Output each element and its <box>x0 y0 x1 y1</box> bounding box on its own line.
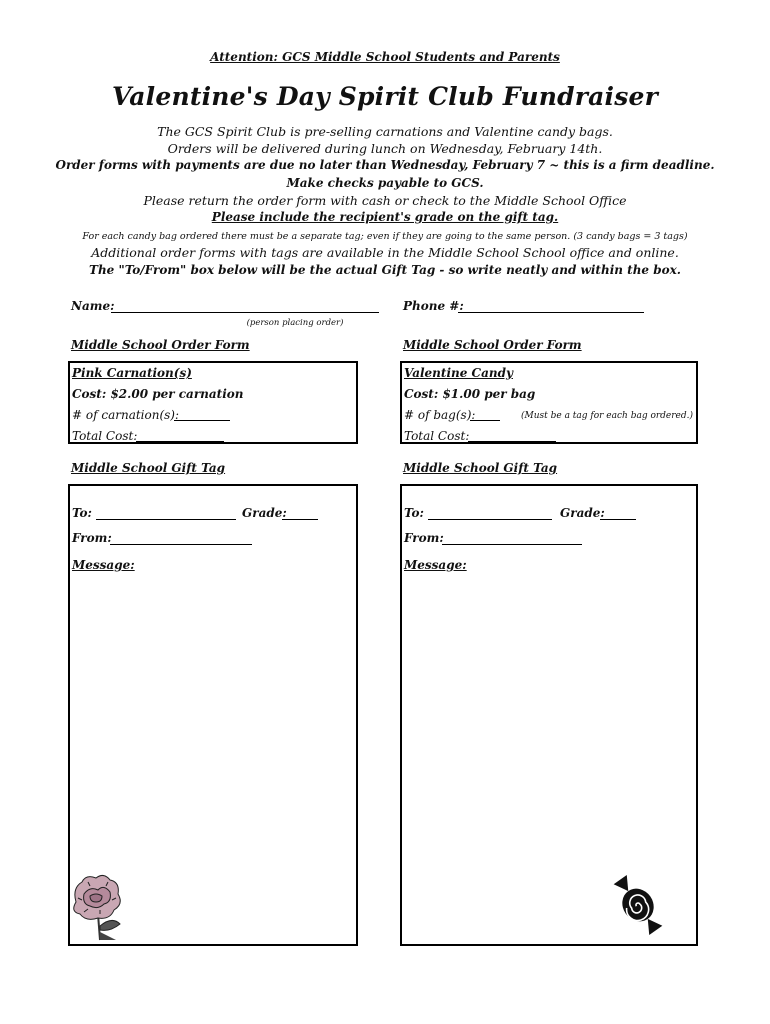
left-from-label: From: <box>72 531 112 545</box>
name-label: Name: <box>71 299 115 313</box>
right-to-field[interactable] <box>428 519 552 520</box>
carnation-total-field[interactable] <box>136 441 224 442</box>
checks-line: Make checks payable to GCS. <box>286 176 484 190</box>
carnation-flower-icon <box>70 874 126 942</box>
additional-forms-line: Additional order forms with tags are available in the Middle School School office and online. <box>91 245 679 260</box>
gift-tag-note-line: The "To/From" box below will be the actual Gift Tag - so write neatly and within the box. <box>89 263 681 277</box>
left-gift-tag-box <box>68 484 358 946</box>
left-grade-label: Grade: <box>242 506 287 520</box>
left-to-label: To: <box>72 506 92 520</box>
left-message-area[interactable] <box>72 578 354 868</box>
carnation-qty-label: # of carnation(s): <box>72 408 180 422</box>
left-from-field[interactable] <box>110 544 252 545</box>
phone-label: Phone #: <box>403 299 464 313</box>
carnation-qty-field[interactable] <box>174 420 230 421</box>
right-gift-tag-heading: Middle School Gift Tag <box>403 461 558 475</box>
left-gift-tag-heading: Middle School Gift Tag <box>71 461 226 475</box>
carnation-total-label: Total Cost: <box>72 429 138 443</box>
right-message-label: Message: <box>404 558 467 572</box>
right-order-heading: Middle School Order Form <box>403 338 582 352</box>
candy-total-label: Total Cost: <box>404 429 470 443</box>
left-grade-field[interactable] <box>282 519 318 520</box>
right-to-label: To: <box>404 506 424 520</box>
candy-total-field[interactable] <box>468 441 556 442</box>
candy-cost: Cost: $1.00 per bag <box>404 387 536 401</box>
carnation-order-box <box>68 361 358 444</box>
page-title: Valentine's Day Spirit Club Fundraiser <box>111 82 658 111</box>
right-from-field[interactable] <box>442 544 582 545</box>
return-line: Please return the order form with cash or check to the Middle School Office <box>143 193 627 208</box>
wrapped-candy-icon <box>610 870 666 940</box>
left-message-label: Message: <box>72 558 135 572</box>
tag-rule-line: For each candy bag ordered there must be a separate tag; even if they are going to the same person. (3 candy bags = 3 tags) <box>82 231 688 242</box>
right-grade-field[interactable] <box>600 519 636 520</box>
candy-order-box <box>400 361 698 444</box>
intro-line-2: Orders will be delivered during lunch on Wednesday, February 14th. <box>167 141 603 156</box>
carnation-item-title: Pink Carnation(s) <box>72 366 192 380</box>
deadline-line: Order forms with payments are due no later than Wednesday, February 7 ~ this is a firm deadline. <box>55 158 715 172</box>
candy-qty-field[interactable] <box>470 420 500 421</box>
attention-line: Attention: GCS Middle School Students and Parents <box>210 50 560 64</box>
left-order-heading: Middle School Order Form <box>71 338 250 352</box>
candy-qty-note: (Must be a tag for each bag ordered.) <box>521 411 694 421</box>
candy-item-title: Valentine Candy <box>404 366 513 380</box>
right-gift-tag-box <box>400 484 698 946</box>
left-to-field[interactable] <box>96 519 236 520</box>
phone-field[interactable] <box>458 312 644 313</box>
intro-line-1: The GCS Spirit Club is pre-selling carnations and Valentine candy bags. <box>157 124 613 139</box>
right-grade-label: Grade: <box>560 506 605 520</box>
grade-reminder-line: Please include the recipient's grade on the gift tag. <box>211 210 559 224</box>
right-message-area[interactable] <box>404 578 694 868</box>
name-field[interactable] <box>111 312 379 313</box>
name-note: (person placing order) <box>246 318 344 328</box>
right-from-label: From: <box>404 531 444 545</box>
carnation-cost: Cost: $2.00 per carnation <box>72 387 244 401</box>
candy-qty-label: # of bag(s): <box>404 408 476 422</box>
